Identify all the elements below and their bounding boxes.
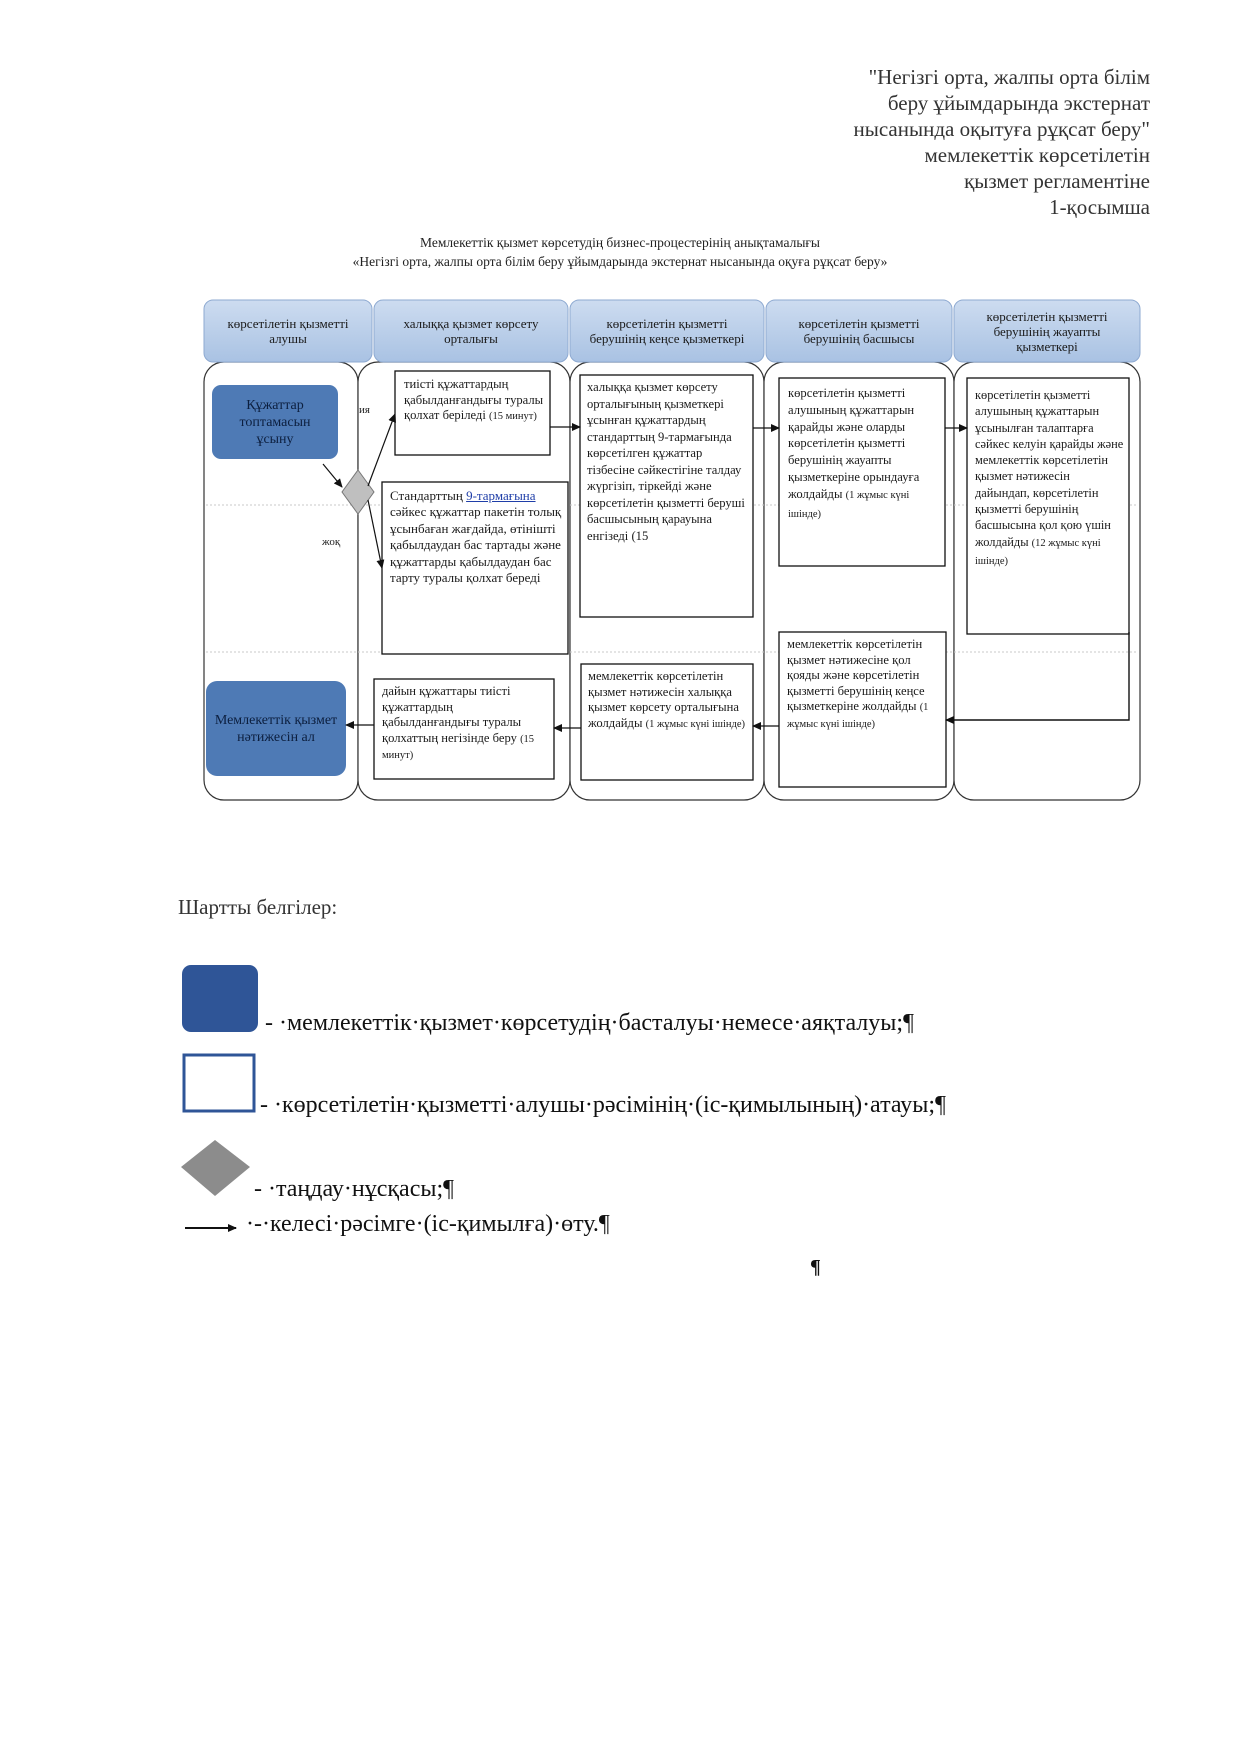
lane-label-receiver: көрсетілетін қызметті алушы: [227, 316, 349, 346]
legend-terminal-swatch: [182, 965, 258, 1032]
issue-text: дайын құжаттары тиісті құжаттардың қабылданғандығы туралы қолхаттың негізінде беру (15 минут): [382, 684, 535, 761]
office-time: (15: [631, 528, 649, 543]
legend-diamond-swatch: [181, 1140, 250, 1196]
lane-label-responsible: көрсетілетін қызметті берушінің жауапты қызметкері: [986, 308, 1108, 354]
lane-label-office: көрсетілетін қызметті берушінің кеңсе қызметкері: [589, 316, 745, 346]
head-text: көрсетілетін қызметті алушының құжаттарын қарайды және оларды көрсетілетін қызметті берушінің жауапты қызметкеріне орындауға жолдайды (1 жұмыс күні ішінде): [788, 386, 920, 520]
responsible-text: көрсетілетін қызметті алушының құжаттарын ұсынылған талаптарға сәйкес келуін қарайды және мемлекеттік көрсетілетін қызмет нәтижесін дайындап, көрсетілетін қызметті берушінің басшысына қол қою үшін жолдайды (12 жұмыс күні ішінде): [975, 388, 1124, 567]
header-line: қызмет регламентіне: [964, 169, 1150, 193]
diagram-title: Мемлекеттік қызмет көрсетудің бизнес-процестерінің анықтамалығы: [420, 235, 820, 250]
start-label: Құжаттар топтамасын ұсыну: [239, 397, 311, 447]
legend-item-process: - ·көрсетілетін·қызметті·алушы·рәсімінің·(іс-қимылының)·атауы;¶: [260, 1092, 946, 1118]
header-line: "Негізгі орта, жалпы орта білім: [868, 65, 1150, 89]
receipt-text: тиісті құжаттардың қабылданғандығы туралы қолхат беріледі (15 минут): [404, 377, 544, 422]
send-text: мемлекеттік көрсетілетін қызмет нәтижесін халыққа қызмет көрсету орталығына жолдайды (1 жұмыс күні ішінде): [588, 669, 745, 730]
responsible-time: (12 жұмыс күні ішінде): [975, 537, 1101, 567]
receipt-time: (15 минут): [488, 411, 537, 422]
lane-label-center: халыққа қызмет көрсету орталығы: [403, 316, 539, 346]
refusal-text: Стандарттың 9-тармағына сәйкес құжаттар пакетін толық ұсынбаған жағдайда, өтінішті қабылдаудан бас тартады және құжаттарды қабылдаудан бас тарту туралы қолхат береді: [390, 488, 562, 586]
header-line: 1-қосымша: [1049, 195, 1150, 219]
legend-item-arrow: ·-·келесі·рәсімге·(іс-қимылға)·өту.¶: [246, 1211, 610, 1237]
standard-point-9-link[interactable]: 9-тармағына: [466, 488, 536, 503]
office-text: халыққа қызмет көрсету орталығының қызметкері ұсынған құжаттардың стандарттың 9-тармағында көрсетілген құжаттар тізбесіне сәйкестігіне талдау жүргізіп, тіркейді және көрсетілетін қызметті беруші басшысының қарауына енгізеді (15: [587, 380, 745, 543]
head-time: (1 жұмыс күні ішінде): [788, 489, 910, 520]
diagram-subtitle: «Негізгі орта, жалпы орта білім беру ұйымдарында экстернат нысанында оқуға рұқсат беру»: [352, 254, 888, 269]
send-time: (1 жұмыс күні ішінде): [645, 718, 745, 730]
yes-label: ия: [359, 404, 370, 416]
end-label: Мемлекеттік қызмет нәтижесін ал: [214, 712, 338, 745]
legend-heading: Шартты белгілер:: [178, 895, 338, 919]
sign-time: (1 жұмыс күні ішінде): [787, 702, 929, 730]
header-line: нысанында оқытуға рұқсат беру": [853, 117, 1150, 141]
lane-label-head: көрсетілетін қызметті берушінің басшысы: [798, 316, 920, 346]
sign-text: мемлекеттік көрсетілетін қызмет нәтижесіне қол қояды және көрсетілетін қызметті берушінің кеңсе қызметкеріне жолдайды (1 жұмыс күні ішінде): [787, 637, 929, 730]
header-line: беру ұйымдарында экстернат: [887, 91, 1150, 115]
legend-process-swatch: [184, 1055, 254, 1111]
header-line: мемлекеттік көрсетілетін: [924, 143, 1150, 167]
issue-time: (15 минут): [382, 733, 535, 761]
no-label: жоқ: [322, 536, 341, 548]
pilcrow-mark: ¶: [810, 1256, 821, 1278]
legend-item-decision: - ·таңдау·нұсқасы;¶: [254, 1176, 455, 1202]
legend-item-terminal: - ·мемлекеттік·қызмет·көрсетудің·басталуы·немесе·аяқталуы;¶: [265, 1010, 914, 1036]
